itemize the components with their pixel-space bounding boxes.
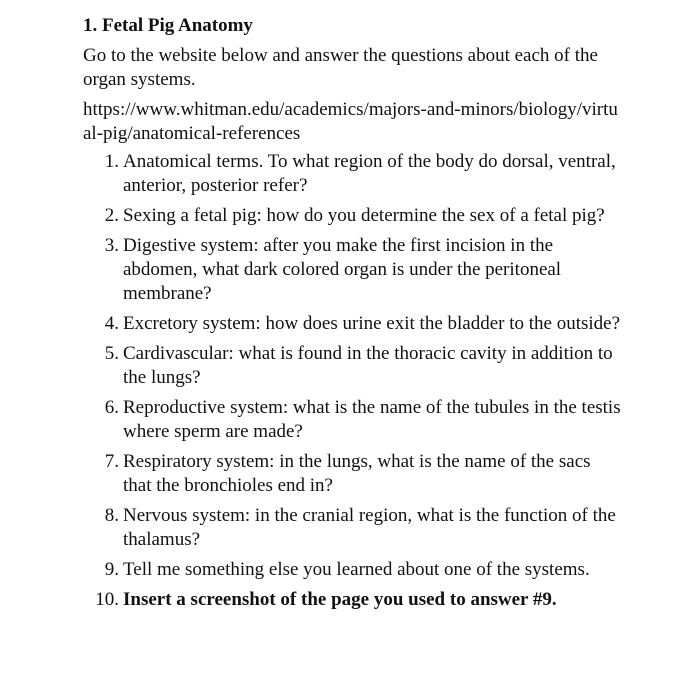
- item-number: 4.: [104, 313, 119, 334]
- list-item: [83, 234, 623, 306]
- list-item: [83, 450, 623, 498]
- item-number: 10.: [95, 589, 119, 610]
- item-text: Reproductive system: what is the name of the tubules in the testis where sperm are made?: [123, 397, 621, 442]
- list-item: [83, 588, 623, 612]
- list-item: [83, 396, 623, 444]
- page-title: 1. Fetal Pig Anatomy: [83, 15, 253, 36]
- list-item: [83, 150, 623, 198]
- item-number: 7.: [104, 451, 119, 472]
- item-number: 6.: [104, 397, 119, 418]
- document-page: [83, 14, 623, 618]
- item-text: Excretory system: how does urine exit the bladder to the outside?: [123, 313, 621, 334]
- item-text: Insert a screenshot of the page you used to answer #9.: [123, 589, 557, 610]
- item-text: Anatomical terms. To what region of the body do dorsal, ventral, anterior, posterior refer?: [123, 151, 616, 196]
- item-number: 3.: [104, 235, 119, 256]
- list-item: [83, 504, 623, 552]
- item-text: Tell me something else you learned about one of the systems.: [123, 559, 590, 580]
- reference-url: https://www.whitman.edu/academics/majors-and-minors/biology/virtual-pig/anatomical-references: [83, 99, 618, 144]
- item-number: 1.: [104, 151, 119, 172]
- item-text: Cardivascular: what is found in the thoracic cavity in addition to the lungs?: [123, 343, 613, 388]
- item-text: Sexing a fetal pig: how do you determine the sex of a fetal pig?: [123, 205, 605, 226]
- item-text: Digestive system: after you make the first incision in the abdomen, what dark colored organ is under the peritoneal membrane?: [123, 235, 562, 304]
- item-number: 9.: [104, 559, 119, 580]
- item-number: 5.: [104, 343, 119, 364]
- list-item: [83, 204, 623, 228]
- question-list: [83, 150, 623, 612]
- item-text: Respiratory system: in the lungs, what is the name of the sacs that the bronchioles end in?: [123, 451, 591, 496]
- item-number: 2.: [104, 205, 119, 226]
- item-text: Nervous system: in the cranial region, what is the function of the thalamus?: [123, 505, 616, 550]
- intro-text: Go to the website below and answer the questions about each of the organ systems.: [83, 45, 598, 90]
- list-item: [83, 342, 623, 390]
- list-item: [83, 558, 623, 582]
- list-item: [83, 312, 623, 336]
- item-number: 8.: [104, 505, 119, 526]
